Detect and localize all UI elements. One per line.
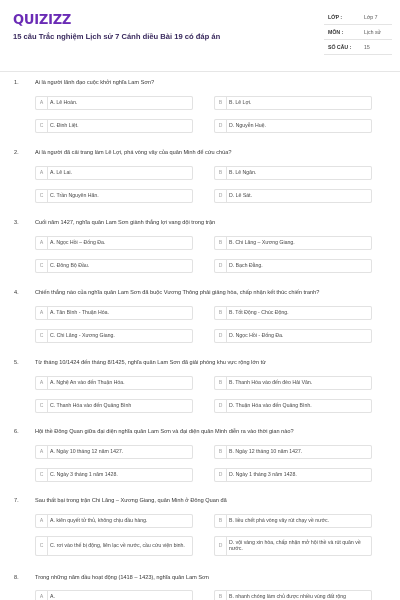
option-letter: C — [36, 537, 48, 555]
option-text: D. Nguyễn Huệ. — [229, 122, 266, 129]
option-a[interactable] — [35, 166, 193, 180]
option-c[interactable] — [35, 329, 193, 343]
question-number: 6. — [14, 429, 19, 435]
option-text: A. Tân Bình - Thuận Hóa. — [50, 309, 109, 316]
question-number: 3. — [14, 220, 19, 226]
option-letter: B — [215, 377, 227, 389]
option-letter: B — [215, 446, 227, 458]
option-c[interactable] — [35, 189, 193, 203]
option-text: C. Chi Lăng - Xương Giang. — [50, 332, 115, 339]
option-letter: A — [36, 446, 48, 458]
option-d[interactable] — [214, 536, 372, 556]
question-number: 1. — [14, 80, 19, 86]
option-text: A. Lê Hoàn. — [50, 99, 78, 106]
option-d[interactable] — [214, 119, 372, 133]
question-number: 5. — [14, 360, 19, 366]
option-text: D. Bạch Đằng. — [229, 262, 263, 269]
option-c[interactable] — [35, 468, 193, 482]
option-text: C. Trần Nguyên Hãn. — [50, 192, 99, 199]
option-text: B. Chi Lăng – Xương Giang. — [229, 239, 295, 246]
question-number: 7. — [14, 498, 19, 504]
option-b[interactable] — [214, 166, 372, 180]
option-text: B. Tốt Động - Chúc Động. — [229, 309, 289, 316]
option-letter: A — [36, 97, 48, 109]
header-divider — [0, 71, 400, 72]
option-letter: D — [215, 260, 227, 272]
question-number: 2. — [14, 150, 19, 156]
option-text: D. Thuận Hóa vào đến Quảng Bình. — [229, 402, 312, 409]
option-b[interactable] — [214, 514, 372, 528]
option-text: A. kiên quyết tử thủ, không chịu đầu hàng. — [50, 517, 148, 524]
option-letter: D — [215, 537, 227, 555]
option-text: B. Thanh Hóa vào đến đèo Hải Vân. — [229, 379, 313, 386]
option-text: C. Đông Bộ Đầu. — [50, 262, 90, 269]
question-text: Trong những năm đầu hoạt động (1418 – 1423), nghĩa quân Lam Sơn — [35, 575, 209, 581]
meta-class-label: LỚP : — [328, 15, 343, 21]
option-a[interactable] — [35, 514, 193, 528]
option-d[interactable] — [214, 399, 372, 413]
option-letter: D — [215, 400, 227, 412]
meta-subject-label: MÔN : — [328, 30, 344, 36]
question-text: Sau thất bại trong trận Chi Lăng – Xương Giang, quân Minh ở Đông Quan đã — [35, 498, 227, 504]
meta-class-row — [324, 12, 392, 25]
option-a[interactable] — [35, 376, 193, 390]
question-text: Cuối năm 1427, nghĩa quân Lam Sơn giành thắng lợi vang dội trong trận — [35, 220, 216, 226]
question-text: Ai là người đã cải trang làm Lê Lợi, phá vòng vây của quân Minh để cứu chúa? — [35, 150, 232, 156]
option-c[interactable] — [35, 259, 193, 273]
option-letter: A — [36, 167, 48, 179]
option-letter: B — [215, 591, 227, 600]
question-number: 8. — [14, 575, 19, 581]
option-letter: A — [36, 307, 48, 319]
option-letter: B — [215, 167, 227, 179]
option-text: A. Ngày 10 tháng 12 năm 1427. — [50, 448, 124, 455]
option-letter: A — [36, 377, 48, 389]
option-text: D. vội vàng xin hòa, chấp nhận mở hội thề và rút quân về nước. — [229, 539, 361, 552]
option-b[interactable] — [214, 376, 372, 390]
meta-count-label: SỐ CÂU : — [328, 45, 352, 51]
option-d[interactable] — [214, 468, 372, 482]
option-b[interactable] — [214, 306, 372, 320]
option-text: A. Ngọc Hồi – Đống Đa. — [50, 239, 106, 246]
option-a[interactable] — [35, 445, 193, 459]
option-b[interactable] — [214, 445, 372, 459]
option-letter: C — [36, 120, 48, 132]
option-letter: D — [215, 469, 227, 481]
option-letter: B — [215, 307, 227, 319]
option-letter: A — [36, 237, 48, 249]
option-text: B. Lê Lợi. — [229, 99, 252, 106]
option-d[interactable] — [214, 329, 372, 343]
meta-subject-value: Lịch sử — [364, 30, 382, 36]
option-letter: D — [215, 120, 227, 132]
question-text: Hội thề Đông Quan giữa đại diện nghĩa quân Lam Sơn và đại diện quân Minh diễn ra vào thời gian nào? — [35, 429, 294, 435]
option-b[interactable] — [214, 590, 372, 600]
option-text: A. Nghệ An vào đến Thuận Hóa. — [50, 379, 125, 386]
option-b[interactable] — [214, 96, 372, 110]
option-text: A. Lê Lai. — [50, 169, 72, 176]
meta-count-value: 15 — [364, 45, 370, 51]
question-text: Chiến thắng nào của nghĩa quân Lam Sơn đã buộc Vương Thông phải giảng hòa, chấp nhận kết thúc chiến tranh? — [35, 290, 320, 296]
option-a[interactable] — [35, 590, 193, 600]
option-d[interactable] — [214, 259, 372, 273]
option-letter: B — [215, 97, 227, 109]
option-letter: A — [36, 591, 48, 600]
option-letter: C — [36, 330, 48, 342]
option-text: B. Ngày 12 tháng 10 năm 1427. — [229, 448, 303, 455]
option-text: D. Ngọc Hồi - Đống Đa. — [229, 332, 284, 339]
document-header — [0, 0, 400, 70]
option-letter: A — [36, 515, 48, 527]
option-letter: D — [215, 330, 227, 342]
option-letter: C — [36, 469, 48, 481]
option-d[interactable] — [214, 189, 372, 203]
question-text: Từ tháng 10/1424 đến tháng 8/1425, nghĩa quân Lam Sơn đã giải phóng khu vực rộng lớn từ — [35, 360, 266, 366]
option-letter: B — [215, 237, 227, 249]
option-a[interactable] — [35, 236, 193, 250]
option-letter: C — [36, 400, 48, 412]
option-letter: C — [36, 260, 48, 272]
option-c[interactable] — [35, 399, 193, 413]
option-text: B. liều chết phá vòng vây rút chạy về nước. — [229, 517, 330, 524]
document-title: 15 câu Trắc nghiệm Lịch sử 7 Cánh diều Bài 19 có đáp án — [13, 32, 221, 41]
option-c[interactable] — [35, 119, 193, 133]
option-c[interactable] — [35, 536, 193, 556]
question-text: Ai là người lãnh đạo cuộc khởi nghĩa Lam Sơn? — [35, 80, 155, 86]
option-a[interactable] — [35, 306, 193, 320]
meta-subject-row — [324, 27, 392, 40]
option-text: B. nhanh chóng làm chủ được nhiều vùng đất rộng — [229, 594, 347, 600]
meta-count-row — [324, 42, 392, 55]
option-letter: C — [36, 190, 48, 202]
option-text: C. rơi vào thế bị động, liên lạc về nước, cầu cứu viện binh. — [50, 542, 185, 549]
option-text: C. Thanh Hóa vào đến Quảng Bình — [50, 402, 132, 409]
option-a[interactable] — [35, 96, 193, 110]
option-text: B. Lê Ngân. — [229, 169, 257, 176]
option-letter: B — [215, 515, 227, 527]
quizizz-logo: QUIZIZZ — [13, 13, 72, 28]
option-text: C. Ngày 3 tháng 1 năm 1428. — [50, 471, 118, 478]
option-text: C. Đinh Liệt. — [50, 122, 79, 129]
option-letter: D — [215, 190, 227, 202]
option-b[interactable] — [214, 236, 372, 250]
option-text: A. — [50, 593, 55, 600]
meta-class-value: Lớp 7 — [364, 15, 378, 21]
option-text: D. Ngày 1 tháng 3 năm 1428. — [229, 471, 297, 478]
question-number: 4. — [14, 290, 19, 296]
option-text: D. Lê Sát. — [229, 192, 253, 199]
